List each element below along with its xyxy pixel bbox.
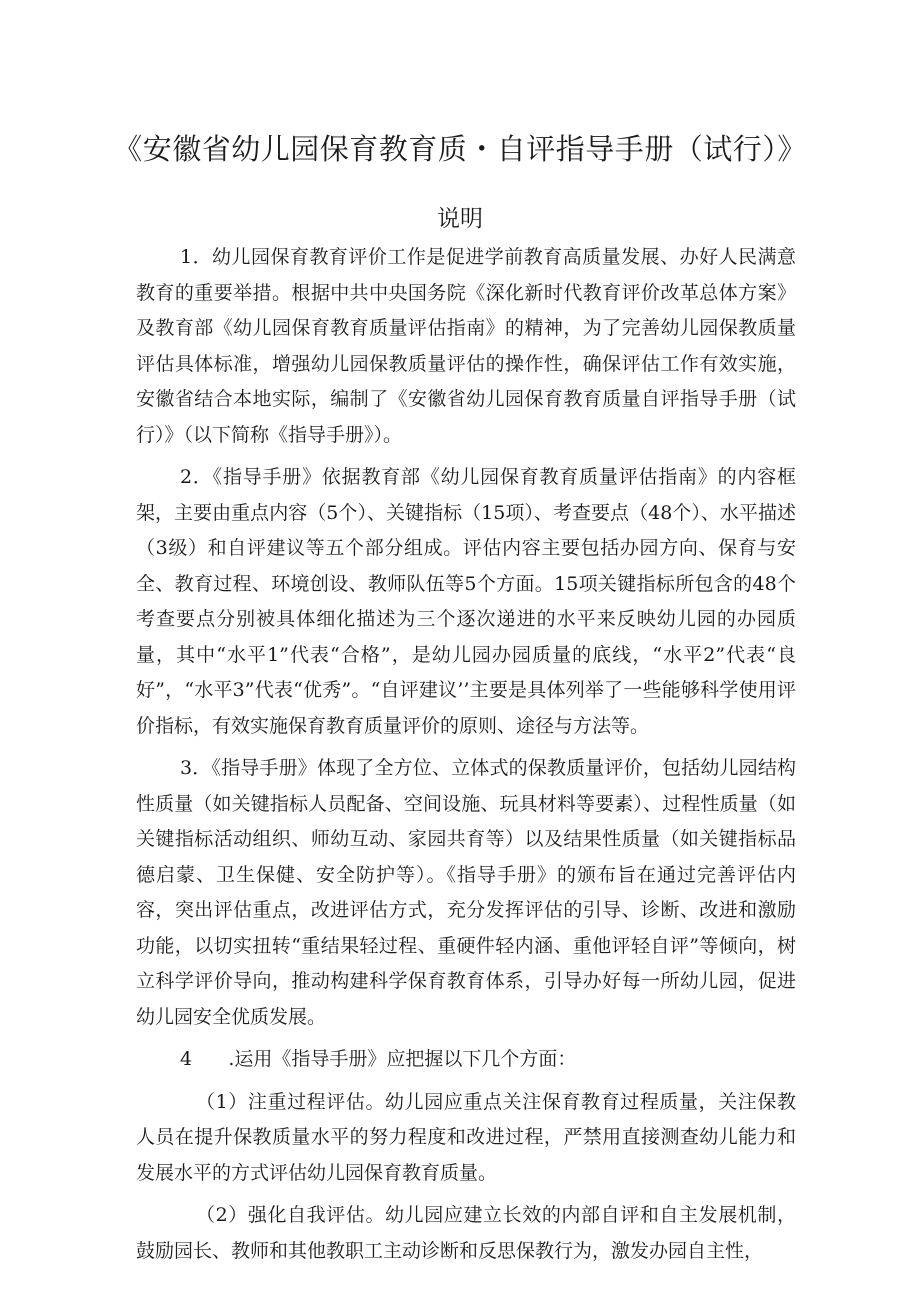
paragraph-1: 1．幼儿园保育教育评价工作是促进学前教育高质量发展、办好人民满意教育的重要举措。根据中共中央国务院《深化新时代教育评价改革总体方案》及教育部《幼儿园保育教育质量评估指南》的精神，为了完善幼儿园保教质量评估具体标准，增强幼儿园保教质量评估的操作性，确保评估工作有效实施，安徽省结合本地实际，编制了《安徽省幼儿园保育教育质量自评指导手册（试行）》（以下简称《指导手册》）。 [136, 246, 796, 446]
section-heading: 说明 [437, 206, 483, 232]
document-body [136, 240, 796, 1276]
document-title: 《安徽省幼儿园保育教育质・自评指导手册（试行）》 [113, 132, 807, 166]
paragraph-3: 3．《指导手册》体现了全方位、立体式的保教质量评价，包括幼儿园结构性质量（如关键指标人员配备、空间设施、玩具材料等要素）、过程性质量（如关键指标活动组织、师幼互动、家园共育等）以及结果性质量（如关键指标品德启蒙、卫生保健、安全防护等）。《指导手册》的颁布旨在通过完善评估内容，突出评估重点，改进评估方式，充分发挥评估的引导、诊断、改进和激励功能，以切实扭转“重结果轻过程、重硬件轻内涵、重他评轻自评”等倾向，树立科学评价导向，推动构建科学保育教育体系，引导办好每一所幼儿园，促进幼儿园安全优质发展。 [136, 757, 796, 1028]
paragraph-4-2: （2）强化自我评估。幼儿园应建立长效的内部自评和自主发展机制，鼓励园长、教师和其他教职工主动诊断和反思保教行为，激发办园自主性， [136, 1204, 796, 1262]
paragraph-2: 2．《指导手册》依据教育部《幼儿园保育教育质量评估指南》的内容框架，主要由重点内容（5个）、关键指标（15项）、考查要点（48个）、水平描述（3级）和自评建议等五个部分组成。评估内容主要包括办园方向、保育与安全、教育过程、环境创设、教师队伍等5个方面。15项关键指标所包含的48个考查要点分别被具体细化描述为三个逐次递进的水平来反映幼儿园的办园质量，其中“水平1”代表“合格”，是幼儿园办园质量的底线，“水平2”代表“良好”，“水平3”代表“优秀”。“自评建议’’主要是具体列举了一些能够科学使用评价指标，有效实施保育教育质量评价的原则、途径与方法等。 [136, 466, 796, 737]
paragraph-4-1: （1）注重过程评估。幼儿园应重点关注保育教育过程质量，关注保教人员在提升保教质量水平的努力程度和改进过程，严禁用直接测查幼儿能力和发展水平的方式评估幼儿园保育教育质量。 [136, 1090, 796, 1184]
paragraph-4: 4 .运用《指导手册》应把握以下几个方面： [180, 1048, 577, 1070]
